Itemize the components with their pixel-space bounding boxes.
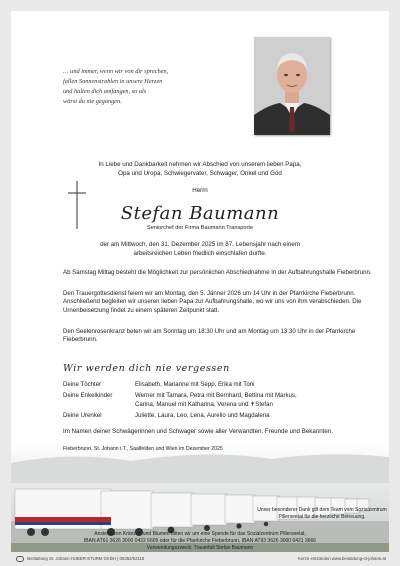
mourner-row-label: Deine Enkelkinder: [63, 392, 113, 399]
mourner-row-names: Juliette, Laura, Leo, Lena, Aurelio und Magdalena: [135, 412, 270, 419]
mourner-row-label: Deine Töchter: [63, 381, 102, 388]
intro-line: Opa und Uropa, Schwiegervater, Schwager, Onkel und Göd: [118, 169, 282, 177]
deceased-title: Seniorchef der Firma Baumann Transporte: [146, 225, 254, 231]
company-footer-text: Bestattung St. Johann HUBER-STURM GmbH | 05352/62115: [27, 556, 145, 562]
quote-line: … und immer, wenn wir von dir sprechen,: [63, 68, 169, 75]
intro-line: In Liebe und Dankbarkeit nehmen wir Abschied von unserem lieben Papa,: [98, 161, 302, 168]
death-notice-line: der am Mittwoch, den 31. Dezember 2025 im 87. Lebensjahr nach einem: [100, 241, 300, 248]
death-notice-line: arbeitsreichen Leben friedlich einschlafen durfte.: [133, 249, 267, 257]
deceased-name: Stefan Baumann: [120, 203, 280, 224]
portrait-photo: [254, 37, 330, 135]
donation-line: Verwendungszweck: Trauerfall Stefan Baumann: [146, 545, 254, 551]
donation-line: Anstelle von Kränzen und Blumen bitten wir um eine Spende für das Sozialzentrum Pillerseetal,: [94, 531, 306, 537]
memorial-quote: [63, 67, 243, 107]
salutation: Herrn: [192, 187, 208, 194]
quote-line: und halten dich umfangen, so als: [63, 88, 147, 95]
quote-line: wärst du nie gegangen.: [63, 98, 122, 105]
donation-line: IBAN AT61 3626 3000 0422 6605 oder für die Pfarrkirche Fieberbrunn, IBAN AT93 3626 3000 0421 3666: [83, 538, 317, 544]
rosary-paragraph: Den Seelenrosenkranz beten wir am Sonntag um 18:30 Uhr und am Montag um 13:30 Uhr in der Pfarrkirche Fieberbrunn.: [63, 328, 356, 344]
company-footer: [16, 556, 144, 562]
mourner-row-names: Carina, Manuel mit Katharina, Verena und ✝Stefan: [135, 401, 273, 408]
mourners-heading: Wir werden dich nie vergessen: [63, 363, 230, 374]
website-link[interactable]: Kerze entzünden www.bestattung-st-johann.at: [298, 556, 386, 561]
place-date: Fieberbrunn, St. Johann i.T., Saalfelden und Wien im Dezember 2025: [63, 446, 223, 452]
quote-line: fallen Sonnenstrahlen in unsere Herzen: [63, 78, 163, 85]
mourner-row-label: Deine Urenkel: [63, 412, 102, 419]
mourner-row-names: Elisabeth, Marianne mit Sepp, Erika mit Toni: [135, 381, 255, 388]
mourner-row-names: Werner mit Tamara, Petra mit Bernhard, Bettina mit Markus,: [135, 392, 297, 399]
closing-line: Im Namen deiner Schwägerinnen und Schwager sowie aller Verwandten, Freunde und Bekannten.: [63, 428, 334, 435]
viewing-paragraph: Ab Samstag Mittag besteht die Möglichkeit zur persönlichen Abschiednahme in der Aufbahrungshalle Fieberbrunn.: [63, 269, 372, 276]
donation-note: [15, 531, 385, 552]
company-logo-icon: [16, 556, 24, 562]
thanks-note: Unser besonderer Dank gilt dem Team vom Sozialzentrum Pillerseetal für die herzliche Betreuung.: [257, 507, 387, 520]
service-paragraph: Den Trauergottesdienst feiern wir am Montag, den 5. Jänner 2026 um 14 Uhr in der Pfarrkirche Fieberbrunn. Anschließend begleiten wir unseren lieben Papa zur Aufbahrungshalle, wo wir uns von ihm verabschieden. Die Urnenbeisetzung findet zu einem späteren Zeitpunkt statt.: [63, 290, 362, 314]
parte-card: [11, 11, 389, 552]
